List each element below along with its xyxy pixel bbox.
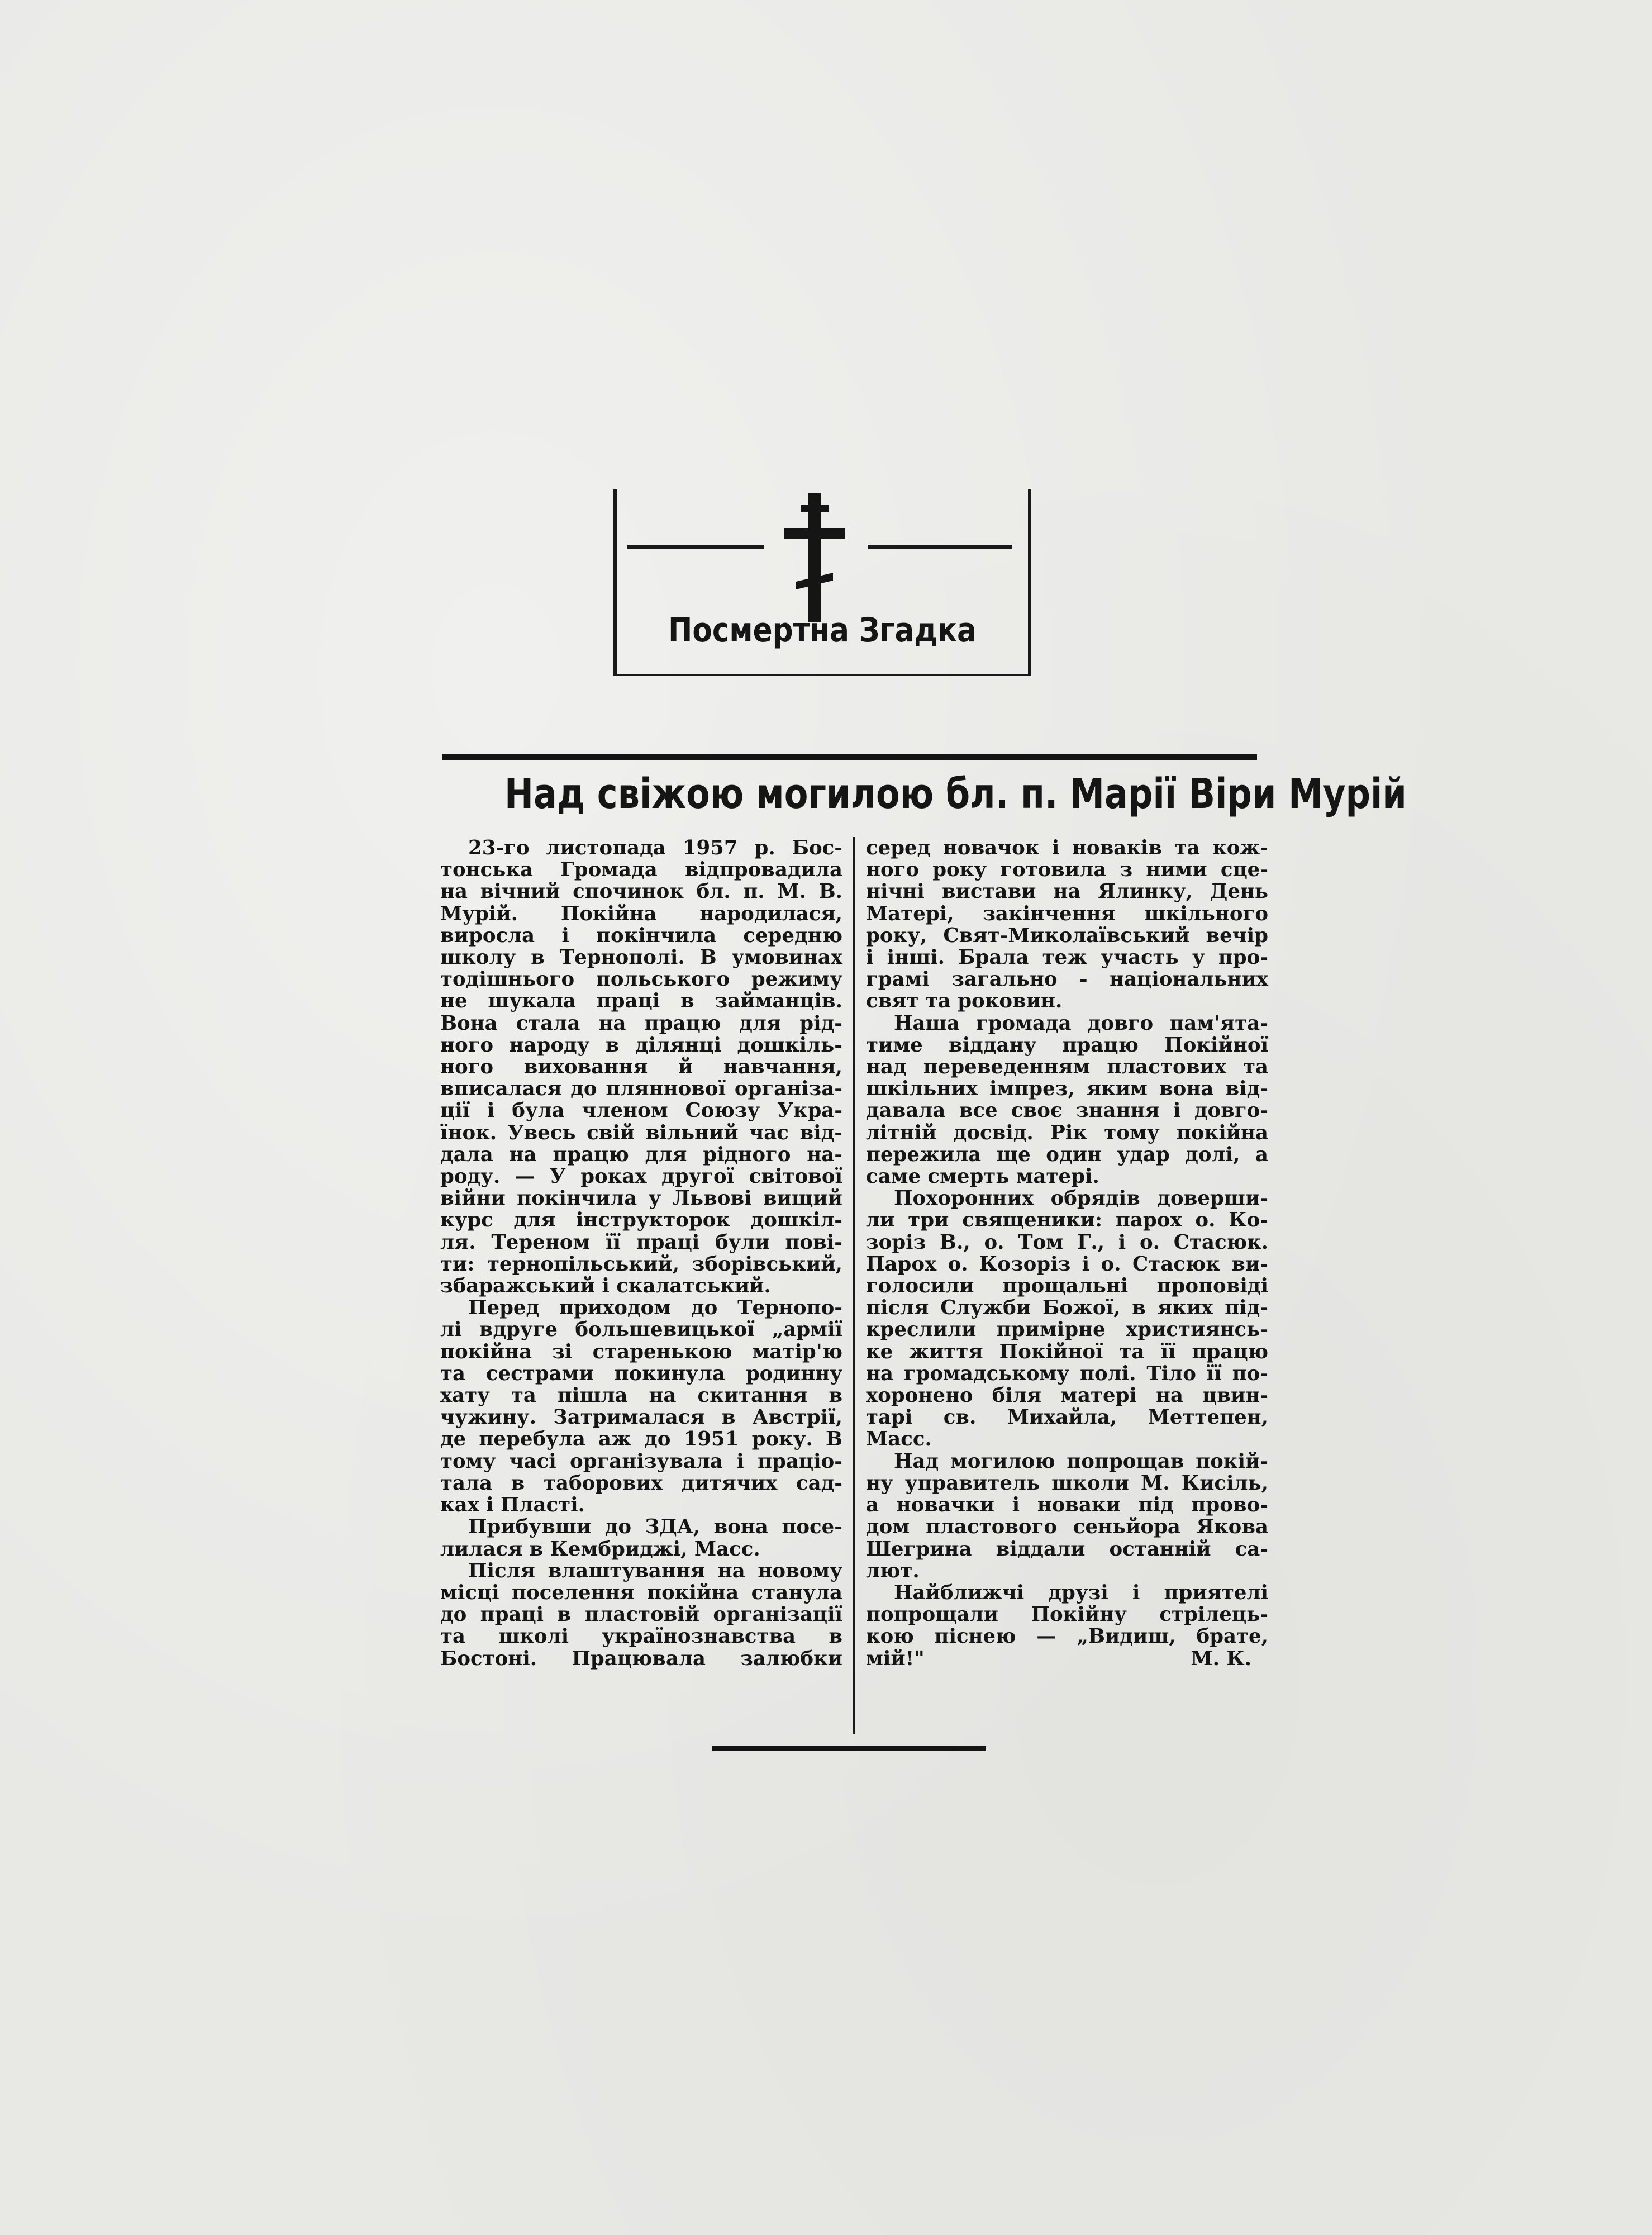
article-text-line: та школі українознавства в <box>440 1625 842 1648</box>
article-text-line: місці поселення покійна станула <box>440 1581 842 1604</box>
article-text-line: ну управитель школи М. Кисіль, <box>866 1471 1268 1495</box>
article-text-line: де перебула аж до 1951 року. В <box>440 1428 842 1451</box>
article-text-line: до праці в пластовій організації <box>440 1603 842 1627</box>
article-text-line: збаражський і скалатський. <box>440 1275 771 1298</box>
article-right-column <box>866 837 1268 1670</box>
article-text-line: дом пластового сеньйора Якова <box>866 1515 1268 1539</box>
article-text-line: Матері, закінчення шкільного <box>866 902 1268 925</box>
article-text-line: тодішнього польського режиму <box>440 968 842 991</box>
article-text-line: тонська Громада відпровадила <box>440 858 842 882</box>
article-text-line: після Служби Божої, в яких під- <box>866 1296 1268 1320</box>
article-text-line: тому часі організувала і праціо- <box>440 1449 842 1473</box>
article-text-line: Масс. <box>866 1428 932 1451</box>
header-right-border <box>1028 489 1031 676</box>
article-text-line: ли три священики: парох о. Ко- <box>866 1209 1268 1232</box>
article-text-line: грамі загально - національних <box>866 968 1268 991</box>
article-text-line: ного народу в ділянці дошкіль- <box>440 1033 842 1057</box>
article-text-line: тиме віддану працю Покійної <box>866 1033 1268 1057</box>
article-text-line: і інші. Брала теж участь у про- <box>866 946 1268 969</box>
article-text-line: лют. <box>866 1559 920 1582</box>
cross-left-rule <box>627 545 764 549</box>
article-text-line: та сестрами покинула родинну <box>440 1362 842 1385</box>
article-left-column <box>440 837 842 1670</box>
article-text-line: їнок. Увесь свій вільний час від- <box>440 1121 842 1144</box>
article-text-line: дала на працю для рідного на- <box>440 1143 842 1166</box>
article-text-line: попрощали Покійну стрілець- <box>866 1603 1268 1627</box>
closing-line <box>866 1648 1268 1670</box>
article-headline: Над свіжою могилою бл. п. Марії Віри Мурій <box>504 770 1407 818</box>
obituary-header <box>613 489 1031 676</box>
article-text-line: лі вдруге большевицької „армії <box>440 1318 842 1342</box>
article-text-line: виросла і покінчила середню <box>440 924 842 947</box>
article-text-line: 23-го листопада 1957 р. Бос- <box>468 836 842 859</box>
cross-right-rule <box>868 545 1012 549</box>
article-text-line: ції і була членом Союзу Укра- <box>440 1099 842 1123</box>
article-text-line: тарі св. Михайла, Меттепен, <box>866 1406 1268 1429</box>
article-text-line: хату та пішла на скитання в <box>440 1384 842 1407</box>
article-text-line: ного року готовила з ними сце- <box>866 858 1268 882</box>
header-left-border <box>613 489 617 676</box>
article-text-line: Шегрина віддали останній са- <box>866 1537 1268 1561</box>
article-text-line: літній досвід. Рік тому покійна <box>866 1121 1268 1144</box>
article-text-line: давала все своє знання і довго- <box>866 1099 1268 1123</box>
closing-quote: мій!" <box>866 1647 925 1670</box>
article-text-line: лилася в Кембриджі, Масс. <box>440 1537 760 1561</box>
author-signature: М. К. <box>1191 1647 1251 1670</box>
article-text-line: на громадському полі. Тіло її по- <box>866 1362 1268 1385</box>
article-text-line: свят та роковин. <box>866 990 1063 1013</box>
article-text-line: ля. Тереном її праці були пові- <box>440 1230 842 1254</box>
article-text-line: не шукала праці в займанців. <box>440 990 842 1013</box>
article-text-line: ти: тернопільський, зборівський, <box>440 1252 842 1276</box>
article-end-rule <box>712 1746 986 1751</box>
article-text-line: роду. — У роках другої світової <box>440 1165 842 1188</box>
article-text-line: Мурій. Покійна народилася, <box>440 902 842 925</box>
article-text-line: чужину. Затрималася в Австрії, <box>440 1406 842 1429</box>
article-text-line: Бостоні. Працювала залюбки <box>440 1647 842 1670</box>
article-text-line: нічні вистави на Ялинку, День <box>866 880 1268 903</box>
article-text-line: ного виховання й навчання, <box>440 1055 842 1079</box>
article-text-line: Парох о. Козоріз і о. Стасюк ви- <box>866 1252 1268 1276</box>
article-text-line: Після влаштування на новому <box>468 1559 842 1582</box>
article-text-line: Найближчі друзі і приятелі <box>894 1581 1268 1604</box>
article-text-line: школу в Тернополі. В умовинах <box>440 946 842 969</box>
header-bottom-border <box>613 674 1031 676</box>
orthodox-cross-icon <box>784 493 845 622</box>
article-text-line: вписалася до пляннової організа- <box>440 1077 842 1101</box>
article-text-line: тала в таборових дитячих сад- <box>440 1471 842 1495</box>
article-text-line: війни покінчила у Львові вищий <box>440 1187 842 1210</box>
article-text-line: шкільних імпрез, яким вона від- <box>866 1077 1268 1101</box>
article-text-line: а новачки і новаки під прово- <box>866 1494 1268 1517</box>
article-text-line: на вічний спочинок бл. п. М. В. <box>440 880 842 903</box>
article-text-line: Вона стала на працю для рід- <box>440 1011 842 1035</box>
headline-top-rule <box>442 754 1257 760</box>
column-divider <box>853 837 855 1734</box>
article-text-line: голосили прощальні проповіді <box>866 1275 1268 1298</box>
article-text-line: ках і Пласті. <box>440 1494 585 1517</box>
article-text-line: креслили примірне християнсь- <box>866 1318 1268 1342</box>
article-text-line: покійна зі старенькою матір'ю <box>440 1340 842 1363</box>
article-text-line: Перед приходом до Тернопо- <box>468 1296 842 1320</box>
article-text-line: Наша громада довго пам'ята- <box>894 1011 1268 1035</box>
obituary-section-title: Посмертна Згадка <box>668 611 977 650</box>
article-text-line: Над могилою попрощав покій- <box>894 1449 1268 1473</box>
article-text-line: Похоронних обрядів доверши- <box>894 1187 1268 1210</box>
article-text-line: пережила ще один удар долі, а <box>866 1143 1268 1166</box>
article-text-line: над переведенням пластових та <box>866 1055 1268 1079</box>
article-text-line: ке життя Покійної та її працю <box>866 1340 1268 1363</box>
article-text-line: серед новачок і новаків та кож- <box>866 836 1268 859</box>
article-text-line: року, Свят-Миколаївський вечір <box>866 924 1268 947</box>
article-text-line: зоріз В., о. Том Г., і о. Стасюк. <box>866 1230 1268 1254</box>
article-text-line: Прибувши до ЗДА, вона посе- <box>468 1515 842 1539</box>
article-text-line: кою піснею — „Видиш, брате, <box>866 1625 1268 1648</box>
article-text-line: курс для інструкторок дошкіл- <box>440 1209 842 1232</box>
article-text-line: хоронено біля матері на цвин- <box>866 1384 1268 1407</box>
article-text-line: саме смерть матері. <box>866 1165 1099 1188</box>
